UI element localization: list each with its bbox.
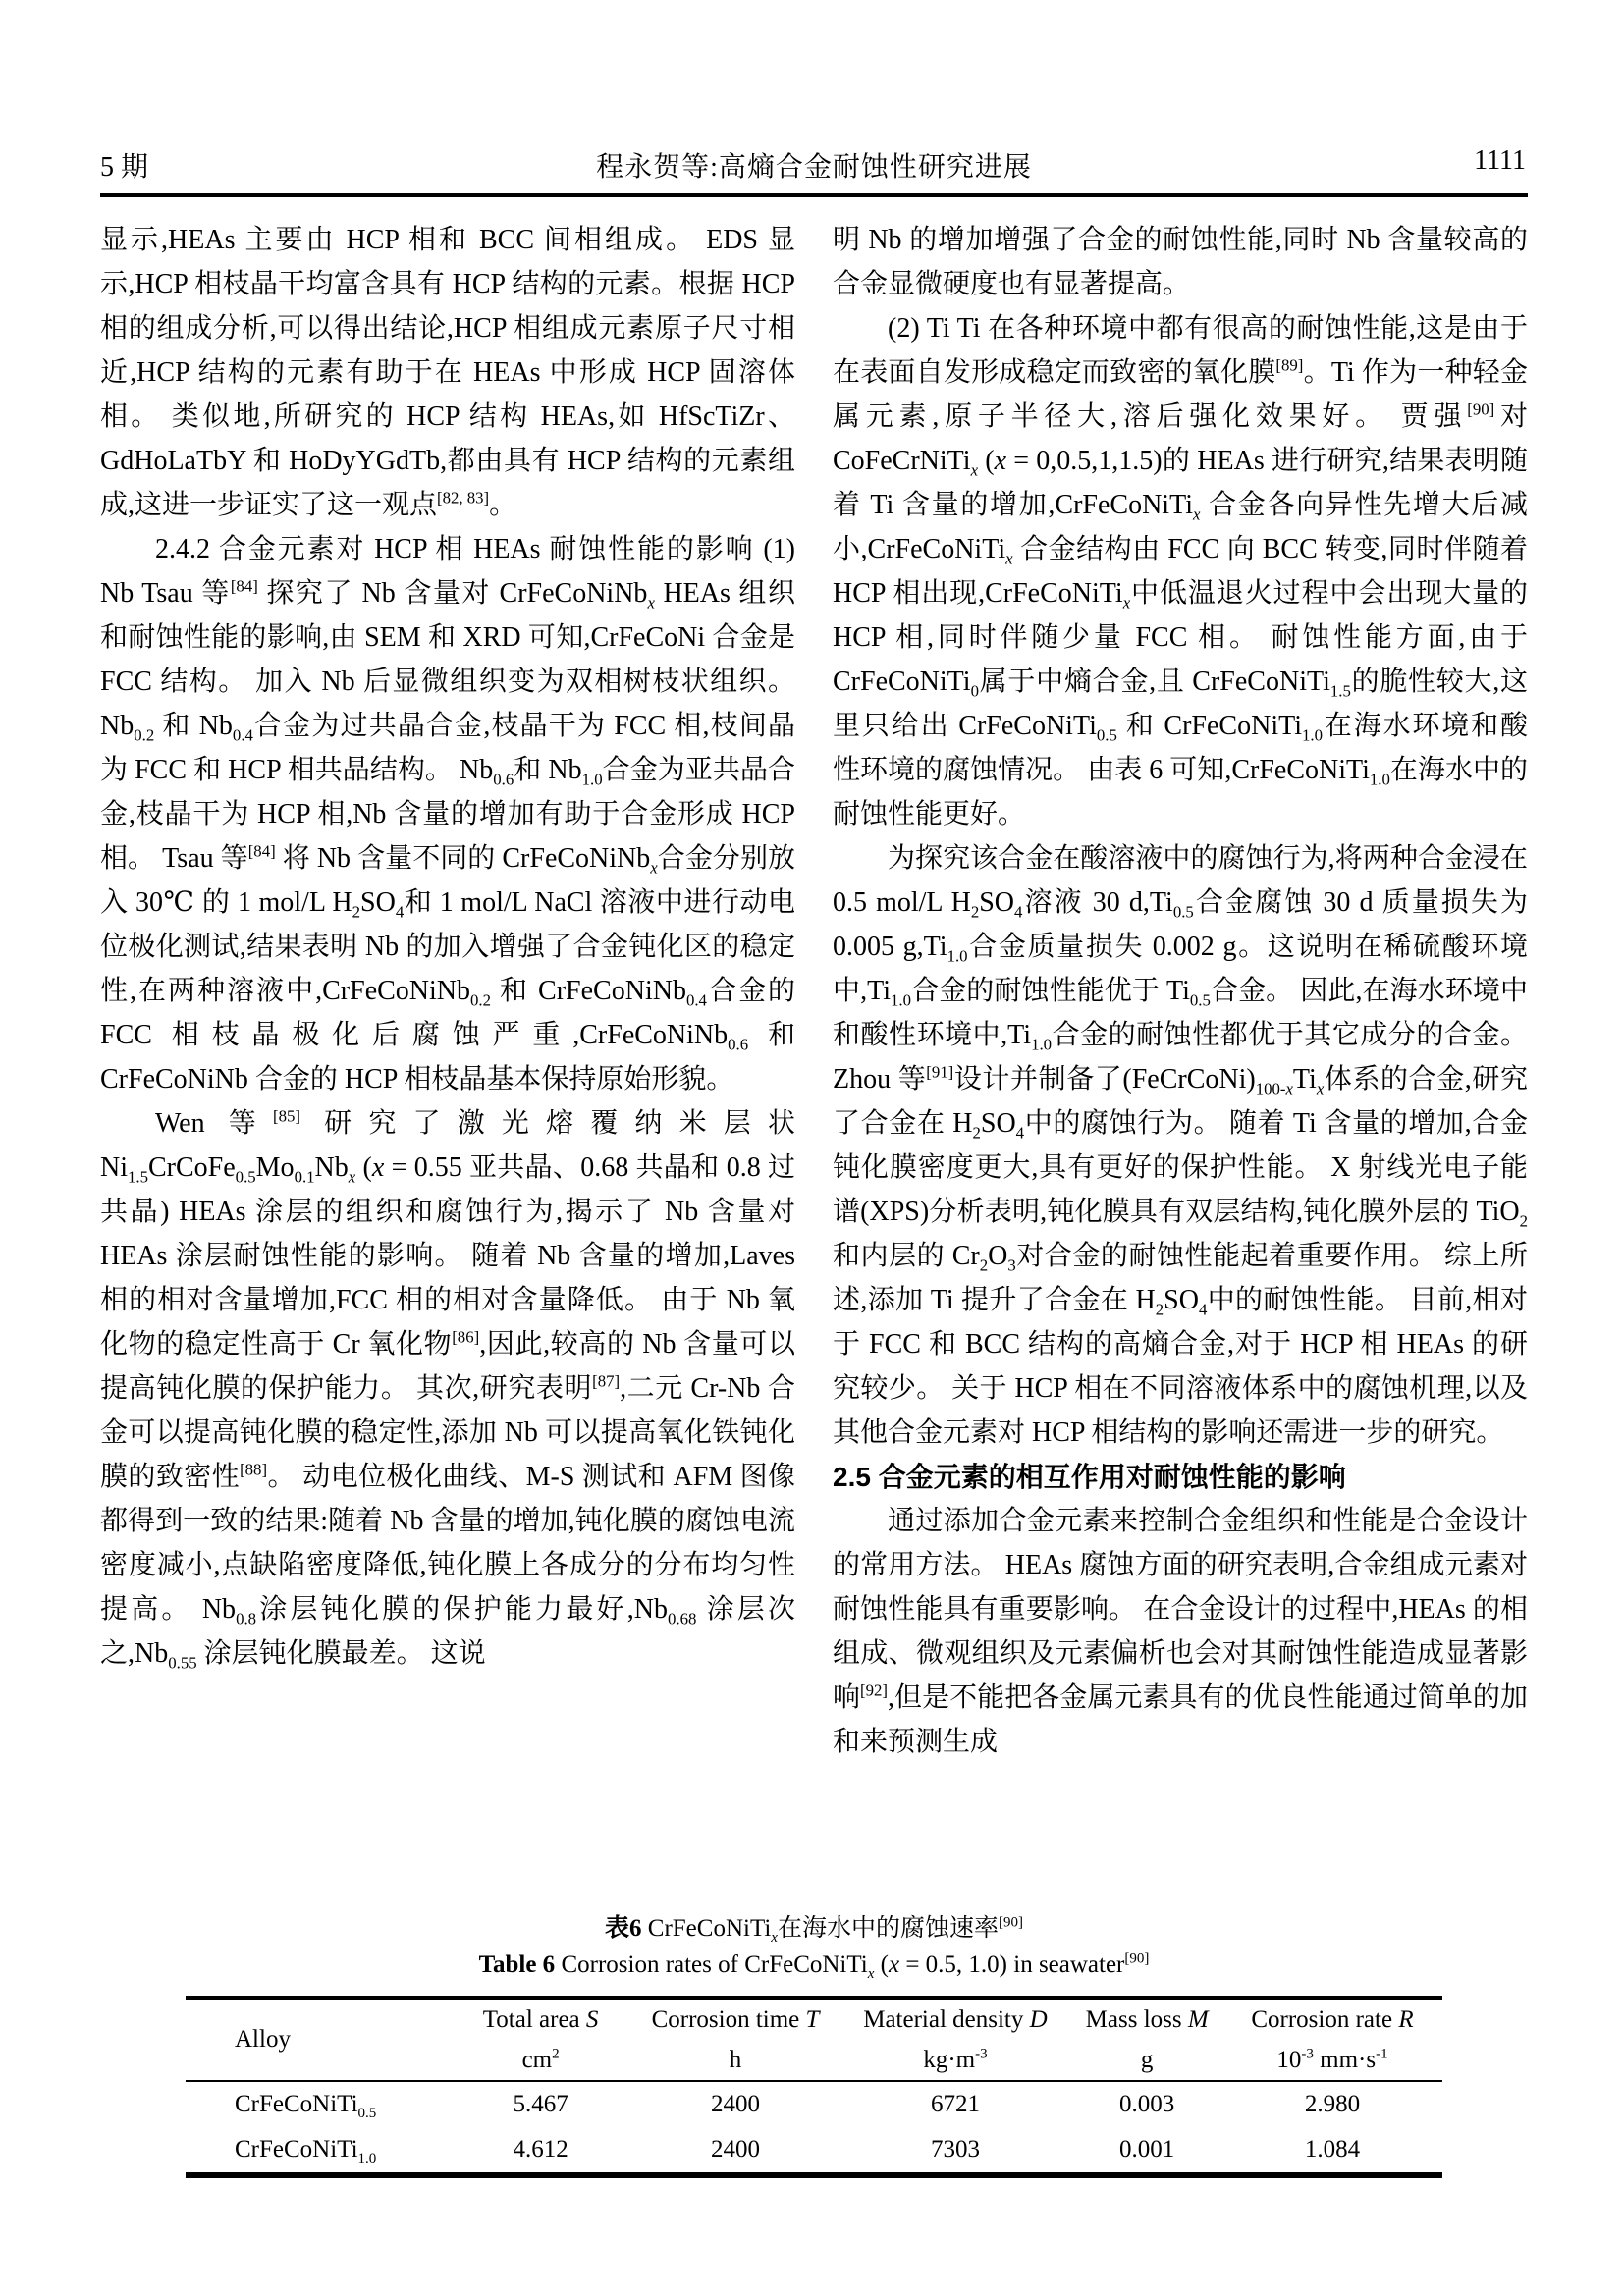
column-header: Corrosion time T	[651, 2005, 820, 2033]
table-header-row-titles	[186, 1998, 1442, 2040]
column-unit: g	[1071, 2040, 1222, 2081]
column-header: Corrosion rate R	[1251, 2005, 1414, 2033]
paragraph: 2.4.2 合金元素对 HCP 相 HEAs 耐蚀性能的影响 (1) Nb Tsau 等[84] 探究了 Nb 含量对 CrFeCoNiNb$_x$ HEAs 组织和耐蚀性能的影响,由 SEM 和 XRD 可知,CrFeCoNi 合金是 FCC 结构。 加入 Nb 后显微组织变为双相树枝状组织。 $Nb_{0.2}$ 和 $Nb_{0.4}$合金为过共晶合金,枝晶干为 FCC 相,枝间晶为 FCC 和 HCP 相共晶结构。 $Nb_{0.6}$和 $Nb_{1.0}$合金为亚共晶合金,枝晶干为 HCP 相,Nb 含量的增加有助于合金形成 HCP 相。 Tsau 等[84] 将 Nb 含量不同的 CrFeCoNiNb$_x$合金分别放入 30℃ 的 1 mol/L $H_2SO_4$和 1 mol/L NaCl 溶液中进行动电位极化测试,结果表明 Nb 的加入增强了合金钝化区的稳定性,在两种溶液中,CrFeCoNiNb$_{0.2}$ 和 CrFeCoNiNb$_{0.4}$合金的 FCC 相枝晶极化后腐蚀严重,CrFeCoNiNb$_{0.6}$ 和 CrFeCoNiNb 合金的 HCP 相枝晶基本保持原始形貌。	[100, 534, 795, 1095]
column-header: Total area S	[482, 2005, 599, 2033]
value-cell: 7303	[930, 2136, 980, 2163]
table6-block	[100, 1910, 1528, 2178]
column-unit: $10^{-3}$ $mm\cdot s^{-1}$	[1222, 2040, 1442, 2081]
issue-number: 5 期	[100, 152, 149, 183]
table-caption-en-label: Table 6	[478, 1951, 556, 1978]
value-cell: 2400	[710, 2136, 760, 2163]
paragraph: 为探究该合金在酸溶液中的腐蚀行为,将两种合金浸在 0.5 mol/L $H_2SO_4$溶液 30 $d,Ti_{0.5}$合金腐蚀 30 d 质量损失为 0.005 $g,Ti_{1.0}$合金质量损失 0.002 g。这说明在稀硫酸环境中$,Ti_{1.0}$合金的耐蚀性能优于 $Ti_{0.5}$合金。 因此,在海水环境中和酸性环境中$,Ti_{1.0}$合金的耐蚀性都优于其它成分的合金。 Zhou 等[91]设计并制备了$(FeCrCoNi)_{100-x}Ti_x$体系的合金,研究了合金在 $H_2SO_4$中的腐蚀行为。 随着 Ti 含量的增加,合金钝化膜密度更大,具有更好的保护性能。 X 射线光电子能谱(XPS)分析表明,钝化膜具有双层结构,钝化膜外层的 TiO$_2$和内层的 $Cr_2O_3$对合金的耐蚀性能起着重要作用。 综上所述,添加 Ti 提升了合金在 $H_2SO_4$中的耐蚀性能。 目前,相对于 FCC 和 BCC 结构的高熵合金,对于 HCP 相 HEAs 的研究较少。 关于 HCP 相在不同溶液体系中的腐蚀机理,以及其他合金元素对 HCP 相结构的影响还需进一步的研究。	[833, 843, 1528, 1448]
table-head	[186, 1998, 1442, 2081]
column-unit: $kg\cdot m^{-3}$	[839, 2040, 1072, 2081]
paragraph: (2) Ti Ti 在各种环境中都有很高的耐蚀性能,这是由于在表面自发形成稳定而致密的氧化膜[89]。Ti 作为一种轻金属元素,原子半径大,溶后强化效果好。 贾强[90]对 CoFeCrNiTi$_x$ (x = 0,0.5,1,1.5)的 HEAs 进行研究,结果表明随着 Ti 含量的增加,CrFeCoNiTi$_x$ 合金各向异性先增大后减小,CrFeCoNiTi$_x$ 合金结构由 FCC 向 BCC 转变,同时伴随着 HCP 相出现,CrFeCoNiTi$_x$中低温退火过程中会出现大量的 HCP 相,同时伴随少量 FCC 相。 耐蚀性能方面,由于 CrFeCoNiTi$_0$属于中熵合金,且 CrFeCoNiTi$_{1.5}$的脆性较大,这里只给出 CrFeCoNiTi$_{0.5}$ 和 CrFeCoNiTi$_{1.0}$在海水环境和酸性环境的腐蚀情况。 由表 6 可知,CrFeCoNiTi$_{1.0}$在海水中的耐蚀性能更好。	[833, 313, 1529, 829]
alloy-cell: CrFeCoNiTi$_{0.5}$	[235, 2091, 377, 2121]
alloy-cell: CrFeCoNiTi$_{1.0}$	[235, 2136, 377, 2166]
value-cell: 4.612	[513, 2136, 568, 2163]
value-cell: 0.003	[1119, 2091, 1175, 2117]
column-unit: h	[631, 2040, 839, 2081]
paragraph: 通过添加合金元素来控制合金组织和性能是合金设计的常用方法。 HEAs 腐蚀方面的研究表明,合金组成元素对耐蚀性能具有重要影响。 在合金设计的过程中,HEAs 的相组成、微观组织及元素偏析也会对其耐蚀性能造成显著影响[92],但是不能把各金属元素具有的优良性能通过简单的加和来预测生成	[833, 1506, 1528, 1757]
paragraph: 明 Nb 的增加增强了合金的耐蚀性能,同时 Nb 含量较高的合金显微硬度也有显著提高。	[833, 225, 1528, 299]
value-cell: 5.467	[513, 2091, 568, 2117]
table-caption-en-text: Corrosion rates of CrFeCoNiTi$_x$ (x = 0.5, 1.0) in seawater[90]	[555, 1950, 1150, 1982]
right-column	[833, 218, 1528, 1764]
column-header-alloy: Alloy	[186, 1998, 450, 2081]
value-cell: 2400	[710, 2091, 760, 2117]
paragraph: 显示,HEAs 主要由 HCP 相和 BCC 间相组成。 EDS 显示,HCP 相枝晶干均富含具有 HCP 结构的元素。根据 HCP 相的组成分析,可以得出结论,HCP 相组成元素原子尺寸相近,HCP 结构的元素有助于在 HEAs 中形成 HCP 固溶体相。 类似地,所研究的 HCP 结构 HEAs,如 HfScTiZr、GdHoLaTbY 和 HoDyYGdTb,都由具有 HCP 结构的元素组成,这进一步证实了这一观点[82, 83]。	[100, 225, 795, 520]
column-header: Mass loss M	[1085, 2005, 1209, 2033]
table-body	[186, 2081, 1442, 2175]
column-unit: $cm^2$	[450, 2040, 632, 2081]
running-title: 程永贺等:高熵合金耐蚀性研究进展	[596, 152, 1032, 183]
value-cell: 2.980	[1304, 2091, 1361, 2117]
column-header: Material density D	[863, 2005, 1048, 2033]
left-column	[100, 218, 795, 1676]
table-caption-zh	[100, 1910, 1528, 1947]
page-number: 1111	[1474, 145, 1526, 176]
header-rule	[100, 193, 1528, 197]
value-cell: 1.084	[1304, 2136, 1361, 2163]
table-caption-zh-label: 表6	[605, 1915, 642, 1942]
value-cell: 0.001	[1119, 2136, 1175, 2163]
paragraph: Wen 等[85] 研究了激光熔覆纳米层状 $Ni_{1.5}CrCoFe_{0.5}Mo_{0.1}Nb_x$ (x = 0.55 亚共晶、0.68 共晶和 0.8 过共晶) HEAs 涂层的组织和腐蚀行为,揭示了 Nb 含量对 HEAs 涂层耐蚀性能的影响。 随着 Nb 含量的增加,Laves 相的相对含量增加,FCC 相的相对含量降低。 由于 Nb 氧化物的稳定性高于 Cr 氧化物[86],因此,较高的 Nb 含量可以提高钝化膜的保护能力。 其次,研究表明[87],二元 Cr-Nb 合金可以提高钝化膜的稳定性,添加 Nb 可以提高氧化铁钝化膜的致密性[88]。 动电位极化曲线、M-S 测试和 AFM 图像都得到一致的结果:随着 Nb 含量的增加,钝化膜的腐蚀电流密度减小,点缺陷密度降低,钝化膜上各成分的分布均匀性提高。 $Nb_{0.8}$涂层钝化膜的保护能力最好$,Nb_{0.68}$ 涂层次之$,Nb_{0.55}$ 涂层钝化膜最差。 这说	[100, 1106, 795, 1673]
table-row	[186, 2127, 1442, 2175]
section-heading: 2.5 合金元素的相互作用对耐蚀性能的影响	[833, 1462, 1346, 1492]
table-caption-zh-text: CrFeCoNiTi$_x$在海水中的腐蚀速率[90]	[641, 1914, 1023, 1946]
table-row	[186, 2081, 1442, 2127]
corrosion-rate-table	[186, 1996, 1442, 2178]
page-header	[100, 145, 1528, 185]
table-caption-en	[100, 1947, 1528, 1983]
value-cell: 6721	[930, 2091, 980, 2117]
